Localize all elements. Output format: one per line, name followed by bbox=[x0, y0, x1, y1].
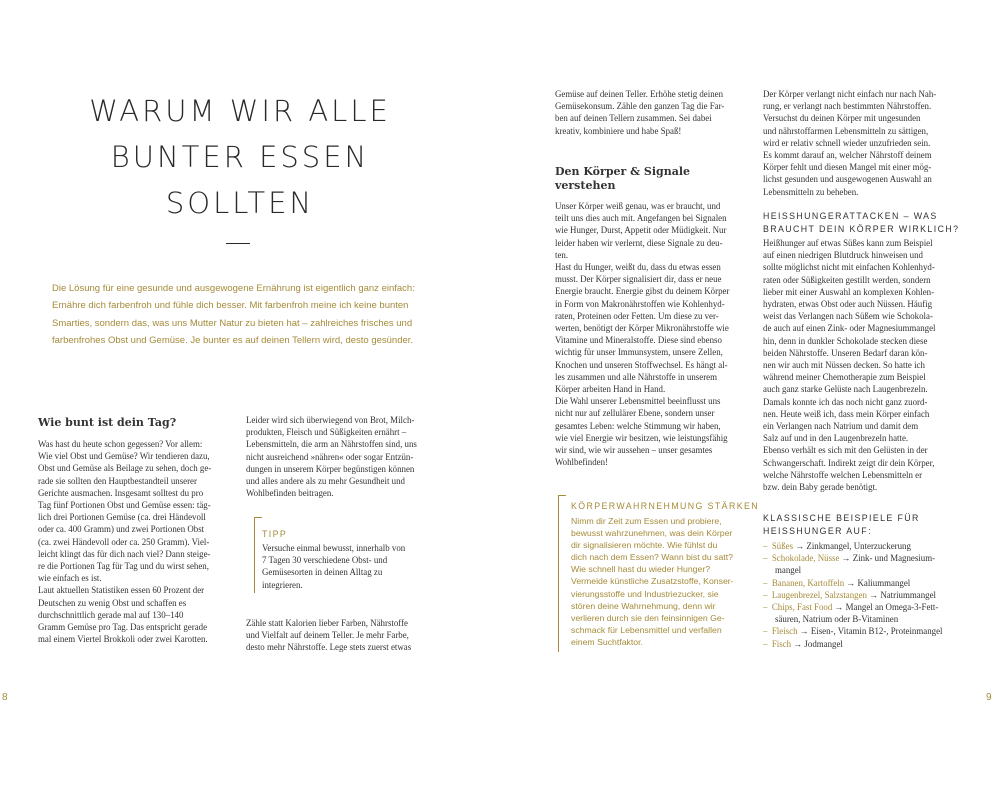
body-line: und alles andere als zu mehr Gesundheit und bbox=[246, 476, 405, 487]
body-line: Damals konnte ich das noch nicht ganz zuord- bbox=[763, 396, 928, 407]
body-line: kreativ, kombiniere und habe Spaß! bbox=[555, 125, 682, 136]
body-line: Der Körper verlangt nicht einfach nur nach Nah- bbox=[763, 89, 937, 99]
body-line: auch ganz starke Gelüste nach Laugenbrezeln. bbox=[763, 384, 928, 395]
section-heading-koerper bbox=[555, 165, 690, 193]
list-item bbox=[763, 577, 963, 589]
list-item bbox=[763, 552, 963, 564]
body-line: lieber mit einer Auswahl an komplexen Kohlen- bbox=[763, 286, 935, 297]
body-line: Lebensmitteln, die arm an Nährstoffen sind, uns bbox=[246, 439, 417, 450]
box-line: Nimm dir Zeit zum Essen und probiere, bbox=[571, 516, 722, 526]
body-line: sollte möglichst nicht mit einfachen Kohlenhyd- bbox=[763, 262, 935, 273]
koerperwahrnehmung-label: KÖRPERWAHRNEHMUNG STÄRKEN bbox=[571, 501, 759, 511]
body-line: lichst gesunden und ausgewogenen Auswahl an bbox=[763, 174, 932, 185]
body-line: auf einen niedrigen Blutdruck hinweisen und bbox=[763, 250, 923, 261]
body-line: Unser Körper weiß genau, was er braucht, und bbox=[555, 201, 721, 211]
heading-line: HEISSHUNGER AUF: bbox=[763, 526, 872, 536]
tipp-line: 7 Tagen 30 verschiedene Obst- und bbox=[262, 555, 388, 566]
body-line: wie Hunger, Durst, Appetit oder Müdigkeit. Nur bbox=[555, 225, 727, 236]
section-heading-bunt: Wie bunt ist dein Tag? bbox=[38, 416, 177, 429]
page-title bbox=[40, 88, 440, 226]
list-need: Zinkmangel, Unterzuckerung bbox=[806, 541, 911, 551]
list-food: Bananen, Kartoffeln bbox=[771, 577, 845, 588]
heading-line: HEISSHUNGERATTACKEN – WAS bbox=[763, 211, 938, 221]
page-number-right: 9 bbox=[986, 692, 992, 703]
intro-line: Smarties, sondern das, was uns Mutter Natur zu bieten hat – zahlreiches frisches und bbox=[52, 317, 413, 329]
box-line: bewusst wahrzunehmen, was dein Körper bbox=[571, 528, 733, 539]
list-food: Fleisch bbox=[771, 626, 798, 637]
body-line: wir sind, wie wir aussehen – unser gesamtes bbox=[555, 445, 713, 456]
list-dash: – bbox=[763, 553, 768, 564]
body-line: les zusammen und alle Nährstoffe in unserem bbox=[555, 371, 718, 382]
heisshunger-list bbox=[763, 540, 963, 650]
heading-heisshungerattacken bbox=[763, 210, 959, 236]
body-line: Körper fehlt und diesen Mangel mit einer mög- bbox=[763, 162, 932, 173]
body-line: rade sie sollten den Hauptbestandteil unserer bbox=[38, 475, 197, 486]
heading-line: Den Körper & Signale bbox=[555, 165, 691, 178]
body-line: nicht nur auf zellulärer Ebene, sondern unser bbox=[555, 408, 715, 419]
body-line: leicht klingt das für dich nach viel? Dann steige- bbox=[38, 548, 211, 559]
body-line: produkten, Fleisch und Süßigkeiten ernährt – bbox=[246, 427, 407, 438]
body-line: Obst und Gemüse als Beilage zu sehen, doch ge- bbox=[38, 463, 212, 474]
body-line: Energie braucht. Energie gibst du deinem Körper bbox=[555, 286, 730, 297]
tipp-box-corner bbox=[254, 517, 262, 518]
col4-text-mid bbox=[763, 237, 963, 493]
tipp-line: Versuche einmal bewusst, innerhalb von bbox=[262, 543, 406, 553]
body-line: Tag fünf Portionen Obst und Gemüse essen: täg- bbox=[38, 500, 211, 511]
body-line: raten oder Süßigkeiten gestillt werden, sondern bbox=[763, 274, 931, 285]
box-line: schmack für Lebensmittel und verfallen bbox=[571, 624, 722, 635]
body-line: Laut aktuellen Statistiken essen 60 Prozent der bbox=[38, 585, 205, 596]
arrow-right-icon: → bbox=[799, 626, 809, 637]
body-line: in Form von Makronährstoffen wie Kohlenhyd- bbox=[555, 298, 725, 309]
body-line: desto mehr Nährstoffe. Lege stets zuerst etwas bbox=[246, 642, 412, 653]
list-dash: – bbox=[763, 638, 768, 649]
body-line: Leider wird sich überwiegend von Brot, Milch- bbox=[246, 415, 415, 425]
box-line: stören deine Wahrnehmung, denn wir bbox=[571, 600, 716, 611]
list-item bbox=[763, 540, 963, 552]
list-food: Schokolade, Nüsse bbox=[771, 553, 840, 564]
body-line: ben auf deinen Tellern zusammen. Sei dabei bbox=[555, 113, 712, 124]
arrow-right-icon: → bbox=[834, 602, 844, 613]
intro-line: farbenfrohes Obst und Gemüse. Je bunter es auf deinen Tellern wird, desto gesünder. bbox=[52, 334, 414, 346]
box-line: Wie schnell hast du wieder Hunger? bbox=[571, 564, 711, 575]
body-line: oder ca. 400 Gramm) und zwei Portionen Obst bbox=[38, 524, 205, 535]
list-food: Fisch bbox=[771, 638, 792, 649]
list-need: Mangel an Omega-3-Fett- bbox=[845, 602, 939, 613]
list-dash: – bbox=[763, 577, 768, 588]
body-line: wird er relativ schnell wieder unzufrieden sein. bbox=[763, 137, 931, 148]
list-need: mangel bbox=[775, 565, 802, 576]
body-line: Gramm Gemüse pro Tag. Das entspricht gerade bbox=[38, 622, 208, 633]
arrow-right-icon: → bbox=[841, 553, 851, 564]
body-line: ten. bbox=[555, 249, 569, 260]
tipp-line: Gemüsesorten in deinen Alltag zu bbox=[262, 567, 383, 578]
heading-klassische-beispiele bbox=[763, 512, 920, 538]
body-line: und Vielfalt auf deinem Teller. Je mehr Farbe, bbox=[246, 630, 409, 641]
list-item bbox=[763, 613, 963, 625]
list-dash: – bbox=[763, 589, 768, 600]
body-line: Lebensmitteln zu beheben. bbox=[763, 186, 859, 197]
arrow-right-icon: → bbox=[869, 589, 879, 600]
body-line: mal einem Viertel Brokkoli oder zwei Karotten. bbox=[38, 634, 208, 645]
body-line: rung, er verlangt nach bestimmten Nährstoffen. bbox=[763, 101, 932, 112]
body-line: wie viel Energie wir besitzen, wie leistungsfähig bbox=[555, 432, 728, 443]
box-line: einem Suchtfaktor. bbox=[571, 636, 643, 647]
body-line: leider haben wir verlernt, diese Signale zu deu- bbox=[555, 237, 723, 248]
title-line: WARUM WIR ALLE bbox=[89, 94, 391, 128]
body-line: Heißhunger auf etwas Süßes kann zum Beispiel bbox=[763, 238, 933, 248]
col2-text-a bbox=[246, 414, 441, 499]
arrow-right-icon: → bbox=[795, 541, 805, 551]
body-line: teilt uns dies auch mit. Angefangen bei Signalen bbox=[555, 213, 727, 224]
body-line: musst. Der Körper signalisiert dir, dass er neue bbox=[555, 274, 722, 285]
koerperwahrnehmung-box-corner bbox=[558, 495, 566, 496]
col3-text bbox=[555, 200, 750, 468]
body-line: Körper arbeiten Hand in Hand. bbox=[555, 384, 666, 395]
body-line: wichtig für unser Immunsystem, unsere Zellen, bbox=[555, 347, 723, 358]
heading-line: KLASSISCHE BEISPIELE FÜR bbox=[763, 513, 920, 523]
heading-line: BRAUCHT DEIN KÖRPER WIRKLICH? bbox=[763, 224, 960, 234]
body-line: raten, Proteinen oder Fetten. Um diese zu ver- bbox=[555, 310, 719, 321]
heading-line: verstehen bbox=[555, 179, 616, 192]
body-line: weist das Verlangen nach Süßem wie Schokola- bbox=[763, 311, 933, 322]
tipp-label: TIPP bbox=[262, 529, 288, 539]
body-line: hin, denn in dunkler Schokolade stecken diese bbox=[763, 335, 928, 346]
intro-line: Ernähre dich farbenfroh und fühle dich besser. Mit farbenfroh meine ich keine bunten bbox=[52, 300, 409, 312]
list-item bbox=[763, 601, 963, 613]
box-line: Vermeide künstliche Zusatzstoffe, Konser- bbox=[571, 576, 734, 587]
body-line: Schwangerschaft. Indirekt zeigt dir dein Körper, bbox=[763, 457, 935, 468]
arrow-right-icon: → bbox=[793, 638, 803, 649]
body-line: Gemüse auf deinen Teller. Erhöhe stetig deinen bbox=[555, 89, 724, 99]
body-line: wie einfach es ist. bbox=[38, 573, 102, 584]
list-item bbox=[763, 564, 963, 576]
body-line: Was hast du heute schon gegessen? Vor allem: bbox=[38, 439, 203, 449]
body-line: gesamtes Leben: welche Stimmung wir haben, bbox=[555, 420, 721, 431]
body-line: Ebenso verhält es sich mit den Gelüsten in der bbox=[763, 445, 928, 456]
body-line: dungen in unserem Körper begünstigen können bbox=[246, 463, 415, 474]
list-dash: – bbox=[763, 541, 768, 551]
title-line: SOLLTEN bbox=[165, 186, 315, 220]
body-line: Die Wahl unserer Lebensmittel beeinflusst uns bbox=[555, 396, 721, 407]
tipp-text bbox=[262, 542, 442, 591]
body-line: Hast du Hunger, weißt du, dass du etwas essen bbox=[555, 262, 721, 273]
body-line: und nährstoffarmen Lebensmitteln zu sättigen, bbox=[763, 125, 929, 136]
body-line: werten, benötigt der Körper Mikronährstoffe wie bbox=[555, 323, 729, 334]
list-item bbox=[763, 638, 963, 650]
list-dash: – bbox=[763, 602, 768, 613]
body-line: Es kommt darauf an, welcher Nährstoff deinem bbox=[763, 150, 932, 161]
body-line: Wohlbefinden! bbox=[555, 457, 609, 468]
list-need: Zink- und Magnesium- bbox=[852, 553, 936, 564]
body-line: nen wir auch mit Nüssen decken. So hatte ich bbox=[763, 360, 925, 371]
box-line: dir signalisieren möchte. Wie fühlst du bbox=[571, 540, 718, 551]
body-line: Zähle statt Kalorien lieber Farben, Nährstoffe bbox=[246, 618, 408, 628]
box-line: vierungsstoffe und Industriezucker, sie bbox=[571, 588, 719, 599]
list-need: Natriummangel bbox=[880, 589, 937, 600]
tipp-line: integrieren. bbox=[262, 579, 303, 590]
title-line: BUNTER ESSEN bbox=[110, 140, 370, 174]
list-item bbox=[763, 625, 963, 637]
list-need: Kaliummangel bbox=[857, 577, 911, 588]
body-line: de auch auf einen Zink- oder Magnesiummangel bbox=[763, 323, 936, 334]
list-need: Jodmangel bbox=[804, 638, 843, 649]
list-food: Chips, Fast Food bbox=[771, 602, 833, 613]
body-line: beiden Nährstoffe. Unseren Bedarf daran kön- bbox=[763, 347, 928, 358]
body-line: nicht ausreichend »nähren« oder sogar Entzün- bbox=[246, 451, 414, 462]
body-line: Versuchst du deinen Körper mit ungesunden bbox=[763, 113, 921, 124]
arrow-right-icon: → bbox=[846, 577, 856, 588]
list-food: Süßes bbox=[771, 541, 794, 551]
box-line: dich nach dem Essen? Wann bist du satt? bbox=[571, 552, 733, 563]
body-line: lich drei Portionen Gemüse (ca. drei Händevoll bbox=[38, 512, 206, 523]
body-line: Salz auf und in den Laugenbrezeln hatte. bbox=[763, 433, 909, 444]
list-item bbox=[763, 589, 963, 601]
list-need: Eisen-, Vitamin B12-, Proteinmangel bbox=[810, 626, 943, 637]
page-number-left: 8 bbox=[2, 692, 8, 703]
body-line: Knochen und unseren Stoffwechsel. Es hängt al- bbox=[555, 359, 728, 370]
body-line: ein Verlangen nach Natrium und damit dem bbox=[763, 421, 919, 432]
body-line: durchschnittlich gerade mal auf 130–140 bbox=[38, 609, 184, 620]
title-divider bbox=[226, 243, 250, 244]
list-food: Laugenbrezel, Salzstangen bbox=[771, 589, 867, 600]
col3-text-top bbox=[555, 88, 750, 137]
box-line: verlieren durch sie den feinsinnigen Ge- bbox=[571, 612, 725, 623]
intro-line: Die Lösung für eine gesunde und ausgewogene Ernährung ist eigentlich ganz einfach: bbox=[52, 283, 415, 294]
body-line: nen. Heute weiß ich, dass mein Körper einfach bbox=[763, 408, 930, 419]
body-line: Gerichte ausmachen. Insgesamt solltest du pro bbox=[38, 487, 204, 498]
col2-text-b bbox=[246, 617, 441, 654]
body-line: Gemüsekonsum. Zähle den ganzen Tag die Far- bbox=[555, 101, 725, 112]
body-line: Vitamine und Mineralstoffe. Diese sind ebenso bbox=[555, 335, 722, 346]
body-line: welche Nährstoffe welchen Lebensmitteln er bbox=[763, 469, 923, 480]
body-line: (ca. zwei Händevoll oder ca. 250 Gramm). Viel- bbox=[38, 536, 210, 547]
body-line: re die Portionen Tag für Tag und du wirst sehen, bbox=[38, 561, 209, 572]
col4-text-top bbox=[763, 88, 963, 198]
intro-paragraph bbox=[52, 280, 432, 349]
list-dash: – bbox=[763, 626, 768, 637]
body-line: Wie viel Obst und Gemüse? Wir tendieren dazu, bbox=[38, 451, 210, 462]
col1-text bbox=[38, 438, 233, 645]
body-line: bzw. dein Baby gerade benötigt. bbox=[763, 482, 878, 493]
koerperwahrnehmung-text bbox=[571, 515, 751, 648]
body-line: während meiner Chemotherapie zum Beispiel bbox=[763, 372, 926, 383]
body-line: hydraten, etwas Obst oder auch Nüssen. Häufig bbox=[763, 299, 933, 310]
list-need: säuren, Natrium oder B-Vitaminen bbox=[775, 614, 899, 625]
body-line: Deutschen zu wenig Obst und schaffen es bbox=[38, 597, 187, 608]
body-line: Wohlbefinden beitragen. bbox=[246, 488, 334, 499]
